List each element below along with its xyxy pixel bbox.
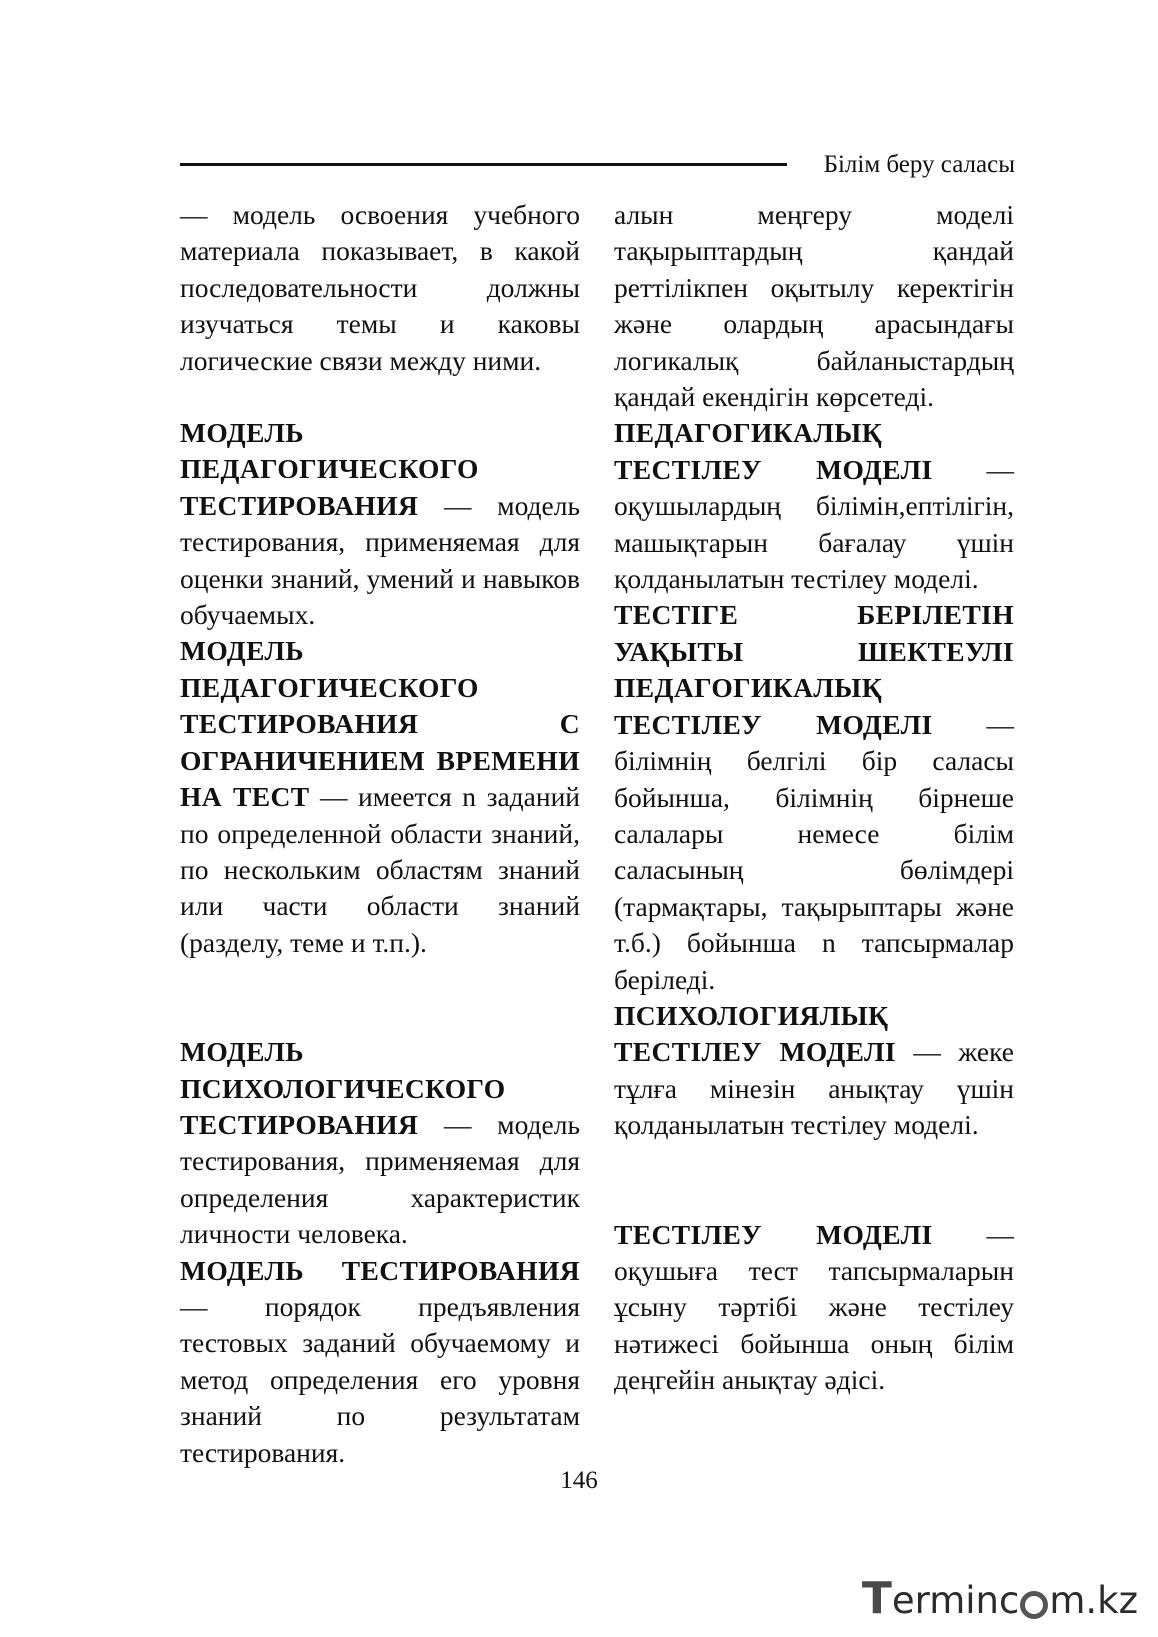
definition-text: — модель тестирования, применяемая для оценки знаний, умений и навыков обучаемых. — [180, 489, 580, 631]
glossary-entry — [614, 597, 1014, 997]
term-heading: ТЕСТІГЕ БЕРІЛЕТІН УАҚЫТЫ ШЕКТЕУЛІ ПЕДАГОГИКАЛЫҚ ТЕСТІЛЕУ МОДЕЛІ — [614, 599, 1014, 740]
definition-text: — порядок предъявления тестовых заданий обучаемому и метод определения его уровня знаний по результатам тестирования. — [180, 1290, 580, 1468]
watermark-text: erminc — [891, 1579, 1020, 1622]
glossary-entry — [180, 197, 580, 379]
entry-spacer — [180, 379, 580, 415]
definition-text: — модель освоения учебного материала показывает, в какой последовательности должны изучаться темы и каковы логические связи между ними. — [180, 199, 580, 376]
page-number: 146 — [560, 1467, 598, 1494]
watermark-text: m.kz — [1049, 1579, 1138, 1622]
term-heading: ПЕДАГОГИКАЛЫҚ ТЕСТІЛЕУ МОДЕЛІ — [614, 417, 933, 485]
glossary-entry — [614, 1217, 1014, 1399]
site-watermark-logo — [861, 1573, 1138, 1624]
glossary-entry — [180, 1253, 580, 1471]
definition-text: — модель тестирования, применяемая для определения характеристик личности человека. — [180, 1108, 580, 1250]
term-heading: ПСИХОЛОГИЯЛЫҚ ТЕСТІЛЕУ МОДЕЛІ — [614, 999, 897, 1068]
glossary-entry — [614, 998, 1014, 1144]
entry-spacer — [614, 1144, 1014, 1217]
glossary-entry — [180, 415, 580, 633]
running-header — [180, 150, 1015, 180]
watermark-circle-icon — [1020, 1591, 1048, 1619]
glossary-entry — [180, 633, 580, 961]
header-title: Білім беру саласы — [823, 151, 1015, 178]
glossary-entry — [614, 197, 1014, 415]
definition-text: — имеется n заданий по определенной области знаний, по нескольким областям знаний или части области знаний (разделу, теме и т.п.). — [180, 781, 580, 958]
entry-spacer — [180, 961, 580, 1034]
glossary-entry — [614, 415, 1014, 597]
left-column-russian — [180, 197, 580, 1471]
definition-text: — оқушылардың білімін,ептілігін, машықтарын бағалау үшін қолданылатын тестілеу моделі. — [614, 453, 1015, 595]
glossary-entry — [180, 1034, 580, 1252]
definition-text: — оқушыға тест тапсырмаларын ұсыну тәртібі және тестілеу нәтижесі бойынша оның білім деңгейін анықтау әдісі. — [614, 1218, 1015, 1396]
term-heading: ТЕСТІЛЕУ МОДЕЛІ — [614, 1218, 933, 1250]
watermark-letter: T — [861, 1573, 892, 1624]
term-heading: МОДЕЛЬ ТЕСТИРОВАНИЯ — [180, 1254, 580, 1286]
definition-text: алын меңгеру моделі тақырыптардың қандай реттілікпен оқытылу керектігін және олардың арасындағы логикалық байланыстардың қандай екендігін көрсетеді. — [614, 199, 1014, 413]
right-column-kazakh — [614, 197, 1014, 1399]
term-heading: МОДЕЛЬ ПЕДАГОГИЧЕСКОГО ТЕСТИРОВАНИЯ — [180, 417, 479, 521]
header-rule — [180, 163, 787, 166]
term-heading: МОДЕЛЬ ПСИХОЛОГИЧЕСКОГО ТЕСТИРОВАНИЯ — [180, 1036, 506, 1140]
term-heading: МОДЕЛЬ ПЕДАГОГИЧЕСКОГО ТЕСТИРОВАНИЯ С ОГРАНИЧЕНИЕМ ВРЕМЕНИ НА ТЕСТ — [180, 635, 580, 813]
definition-text: — жеке тұлға мінезін анықтау үшін қолданылатын тестілеу моделі. — [614, 1036, 1015, 1141]
definition-text: — білімнің белгілі бір саласы бойынша, білімнің бірнеше салалары немесе білім саласының бөлімдері (тармақтары, тақырыптары және т.б.) бойынша n тапсырмалар беріледі. — [614, 708, 1015, 995]
